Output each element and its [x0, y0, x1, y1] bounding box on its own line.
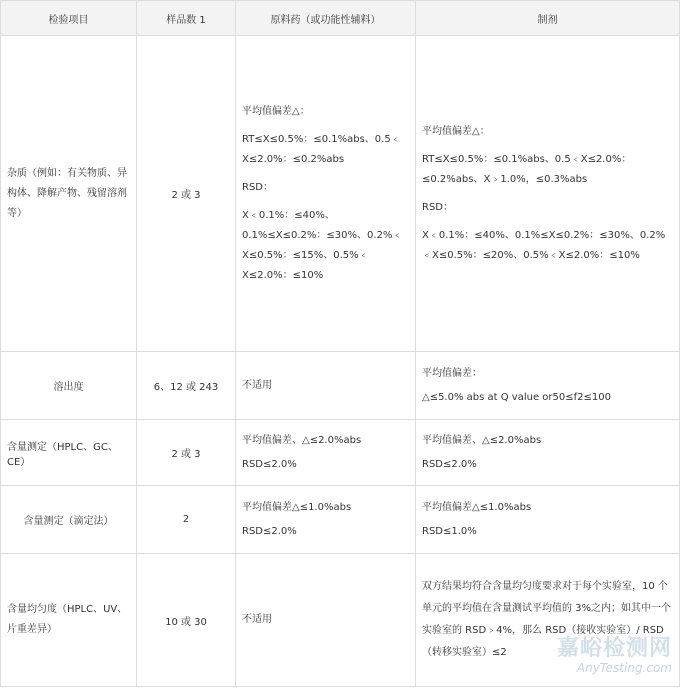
cell-item: 含量测定（滴定法） [1, 486, 137, 554]
table-row [1, 486, 680, 554]
api-line: RSD： [242, 181, 273, 193]
prep-line: 双方结果均符合含量均匀度要求对于每个实验室，10 个单元的平均值在含量测试平均值的 3%之内；如其中一个实验室的 RSD﹥4%，那么 RSD（接收实验室）/ RSD（转移实验室）≤2 [422, 581, 672, 658]
api-line: RT≤X≤0.5%：≤0.1%abs、0.5﹤X≤2.0%：≤0.2%abs [242, 133, 401, 165]
prep-line: 平均值偏差△≤1.0%abs [422, 501, 532, 513]
cell-preparation [416, 486, 680, 554]
prep-line: RT≤X≤0.5%：≤0.1%abs、0.5﹤X≤2.0%：≤0.2%abs、X﹥1.0%，≤0.3%abs [422, 153, 632, 185]
api-line: RSD≤2.0% [242, 525, 297, 537]
header-preparation: 制剂 [416, 1, 680, 36]
api-line: 平均值偏差△≤1.0%abs [242, 501, 352, 513]
header-item: 检验项目 [1, 1, 137, 36]
cell-item [1, 36, 137, 352]
cell-preparation [416, 420, 680, 486]
prep-line: 平均值偏差： [422, 367, 482, 379]
api-line: 不适用 [242, 379, 272, 391]
prep-line: RSD≤1.0% [422, 525, 477, 537]
prep-line: RSD≤2.0% [422, 458, 477, 470]
cell-item: 含量测定（HPLC、GC、CE） [1, 420, 137, 486]
prep-line: △≤5.0% abs at Q value or50≤f2≤100 [422, 391, 611, 403]
table-row [1, 36, 680, 352]
table-header-row [1, 1, 680, 36]
table-row [1, 420, 680, 486]
prep-line: 平均值偏差、△≤2.0%abs [422, 434, 542, 446]
cell-api [236, 36, 416, 352]
watermark-cn: 嘉峪检测网 [556, 636, 672, 661]
cell-preparation [416, 554, 680, 687]
api-line: 平均值偏差、△≤2.0%abs [242, 434, 362, 446]
cell-item: 溶出度 [1, 352, 137, 420]
cell-api [236, 486, 416, 554]
cell-samples: 2 [137, 486, 236, 554]
item-label: 含量均匀度（HPLC、UV、片重差异） [7, 604, 128, 635]
cell-preparation [416, 352, 680, 420]
api-line: X﹤0.1%：≤40%、0.1%≤X≤0.2%：≤30%、0.2%﹤X≤0.5%：≤15%、0.5%﹤X≤2.0%：≤10% [242, 209, 403, 281]
cell-api [236, 420, 416, 486]
cell-api [236, 554, 416, 687]
header-api: 原料药（或功能性辅料） [236, 1, 416, 36]
table-row [1, 554, 680, 687]
cell-samples: 2 或 3 [137, 420, 236, 486]
cell-preparation [416, 36, 680, 352]
cell-samples: 10 或 30 [137, 554, 236, 687]
prep-line: X﹤0.1%：≤40%、0.1%≤X≤0.2%：≤30%、0.2%﹤X≤0.5%：≤20%、0.5%﹤X≤2.0%：≤10% [422, 229, 666, 261]
cell-api [236, 352, 416, 420]
cell-samples: 2 或 3 [137, 36, 236, 352]
cell-item [1, 554, 137, 687]
api-line: 不适用 [242, 614, 272, 625]
table-row [1, 352, 680, 420]
prep-line: RSD： [422, 201, 453, 213]
api-line: 平均值偏差△： [242, 105, 310, 117]
prep-line: 平均值偏差△： [422, 125, 490, 137]
header-samples: 样品数 1 [137, 1, 236, 36]
api-line: RSD≤2.0% [242, 458, 297, 470]
item-label: 杂质（例如：有关物质、异构体、降解产物、残留溶剂等） [7, 167, 127, 219]
watermark-en: AnyTesting.com [576, 661, 672, 675]
cell-samples: 6、12 或 243 [137, 352, 236, 420]
